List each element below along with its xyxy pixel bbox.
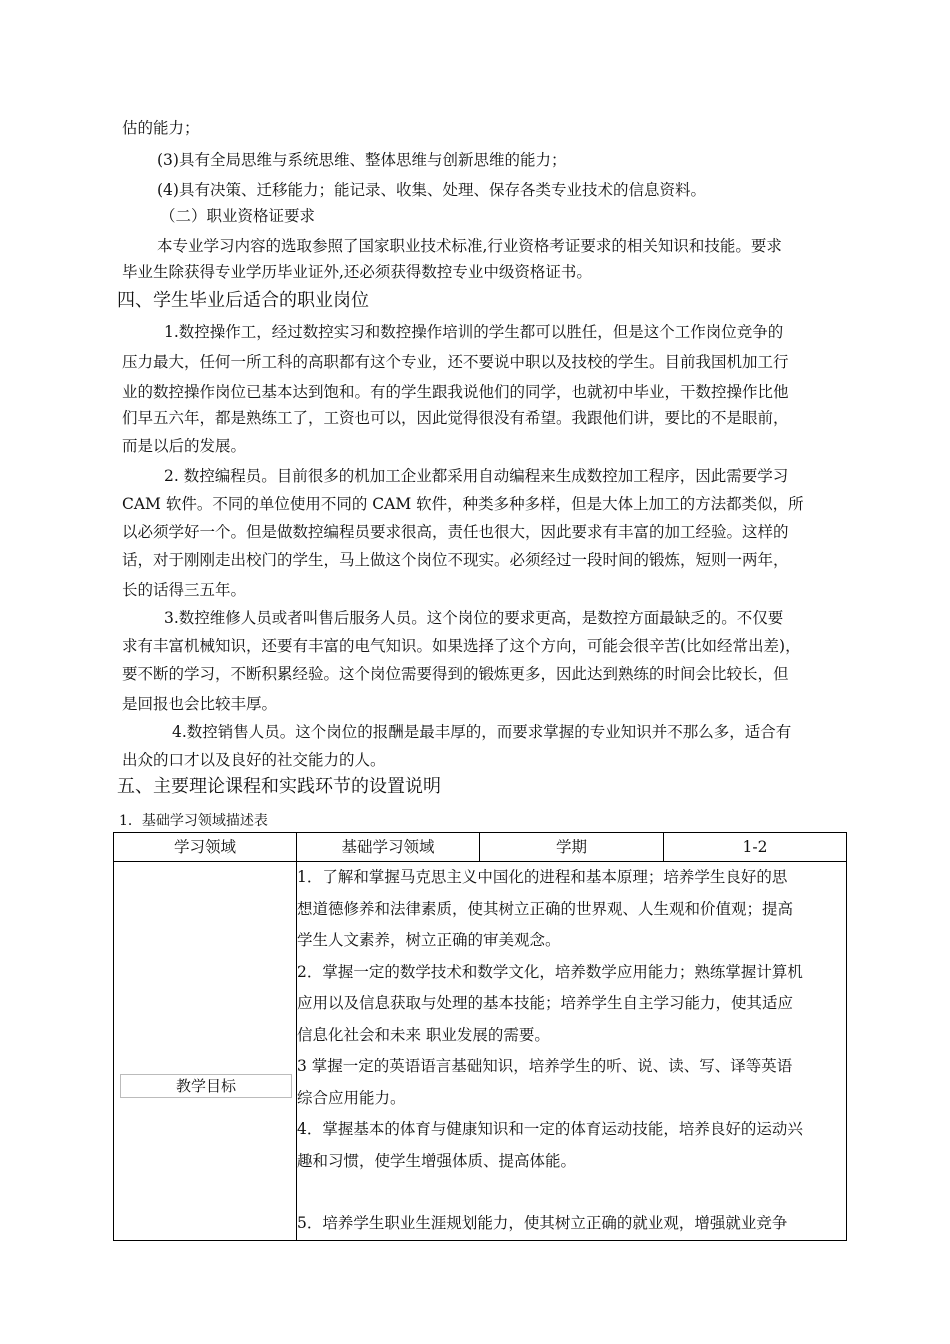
text-line: 3.数控维修人员或者叫售后服务人员。这个岗位的要求更高，是数控方面最缺乏的。不仅要: [164, 609, 784, 627]
goal-line: 信息化社会和未来 职业发展的需要。: [297, 1025, 550, 1044]
text-line: 毕业生除获得专业学历毕业证外,还必须获得数控专业中级资格证书。: [122, 263, 592, 281]
text-line: 要不断的学习，不断积累经验。这个岗位需要得到的锻炼更多，因此达到熟练的时间会比较长，但: [122, 665, 789, 683]
text-line: 以必须学好一个。但是做数控编程员要求很高，责任也很大，因此要求有丰富的加工经验。这样的: [122, 523, 789, 541]
text-line: 求有丰富机械知识，还要有丰富的电气知识。如果选择了这个方向，可能会很辛苦(比如经常出差)，: [122, 637, 801, 655]
text-line: 出众的口才以及良好的社交能力的人。: [122, 751, 386, 769]
goal-line: 学生人文素养，树立正确的审美观念。: [297, 931, 561, 949]
table-header-cell: 学期: [480, 833, 664, 862]
text-line: 们早五六年，都是熟练工了，工资也可以，因此觉得很没有希望。我跟他们讲，要比的不是眼前，: [122, 409, 789, 427]
goals-cell: [297, 862, 847, 1241]
goal-line: 4．掌握基本的体育与健康知识和一定的体育运动技能，培养良好的运动兴: [297, 1120, 803, 1138]
goal-line: 趣和习惯，使学生增强体质、提高体能。: [297, 1151, 577, 1170]
table-header-cell: 学习领域: [114, 833, 297, 862]
table-row: [114, 862, 847, 1241]
section-heading: 五、主要理论课程和实践环节的设置说明: [117, 776, 441, 797]
row-label-cell: [114, 862, 297, 1241]
text-line: 本专业学习内容的选取参照了国家职业技术标准,行业资格考证要求的相关知识和技能。要求: [157, 237, 782, 255]
goal-line: 应用以及信息获取与处理的基本技能；培养学生自主学习能力，使其适应: [297, 994, 794, 1012]
goal-line-blank: [297, 1177, 846, 1208]
learning-area-table: [113, 832, 847, 1241]
text-line: 1.数控操作工，经过数控实习和数控操作培训的学生都可以胜任，但是这个工作岗位竞争的: [164, 323, 784, 341]
goal-line: 想道德修养和法律素质，使其树立正确的世界观、人生观和价值观；提高: [297, 899, 794, 918]
table-header-cell: 1-2: [664, 833, 847, 862]
text-line: 是回报也会比较丰厚。: [122, 695, 278, 713]
text-line: 估的能力；: [122, 119, 200, 137]
goal-line: 综合应用能力。: [297, 1088, 406, 1107]
text-line: (3)具有全局思维与系统思维、整体思维与创新思维的能力；: [157, 151, 567, 169]
goal-line: 5．培养学生职业生涯规划能力，使其树立正确的就业观，增强就业竞争: [297, 1214, 788, 1232]
text-line: 压力最大，任何一所工科的高职都有这个专业，还不要说中职以及技校的学生。目前我国机加工行: [122, 353, 789, 371]
text-line: 4.数控销售人员。这个岗位的报酬是最丰厚的，而要求掌握的专业知识并不那么多，适合有: [172, 723, 792, 741]
text-line: 而是以后的发展。: [122, 437, 247, 455]
text-line: (4)具有决策、迁移能力；能记录、收集、处理、保存各类专业技术的信息资料。: [157, 181, 706, 199]
table-header-row: [114, 833, 847, 862]
goal-line: 2．掌握一定的数学技术和数学文化，培养数学应用能力；熟练掌握计算机: [297, 962, 803, 981]
section-heading: 四、学生毕业后适合的职业岗位: [117, 290, 369, 311]
section-subtitle: （二）职业资格证要求: [160, 207, 316, 225]
text-line: 长的话得三五年。: [122, 581, 247, 599]
text-line: 业的数控操作岗位已基本达到饱和。有的学生跟我说他们的同学，也就初中毕业，干数控操作比他: [122, 383, 789, 401]
goal-line: 1．了解和掌握马克思主义中国化的进程和基本原理；培养学生良好的思: [297, 868, 788, 886]
text-line: CAM 软件。不同的单位使用不同的 CAM 软件，种类多种多样，但是大体上加工的方法都类似，所: [122, 495, 804, 513]
text-line: 2. 数控编程员。目前很多的机加工企业都采用自动编程来生成数控加工程序，因此需要学习: [164, 467, 789, 485]
table-header-cell: 基础学习领域: [297, 833, 480, 862]
goal-line: 3 掌握一定的英语语言基础知识，培养学生的听、说、读、写、译等英语: [297, 1057, 793, 1075]
row-label: 教学目标: [120, 1074, 292, 1098]
text-line: 话，对于刚刚走出校门的学生，马上做这个岗位不现实。必须经过一段时间的锻炼，短则一两年，: [122, 551, 789, 569]
table-caption: 1．基础学习领域描述表: [119, 813, 268, 829]
